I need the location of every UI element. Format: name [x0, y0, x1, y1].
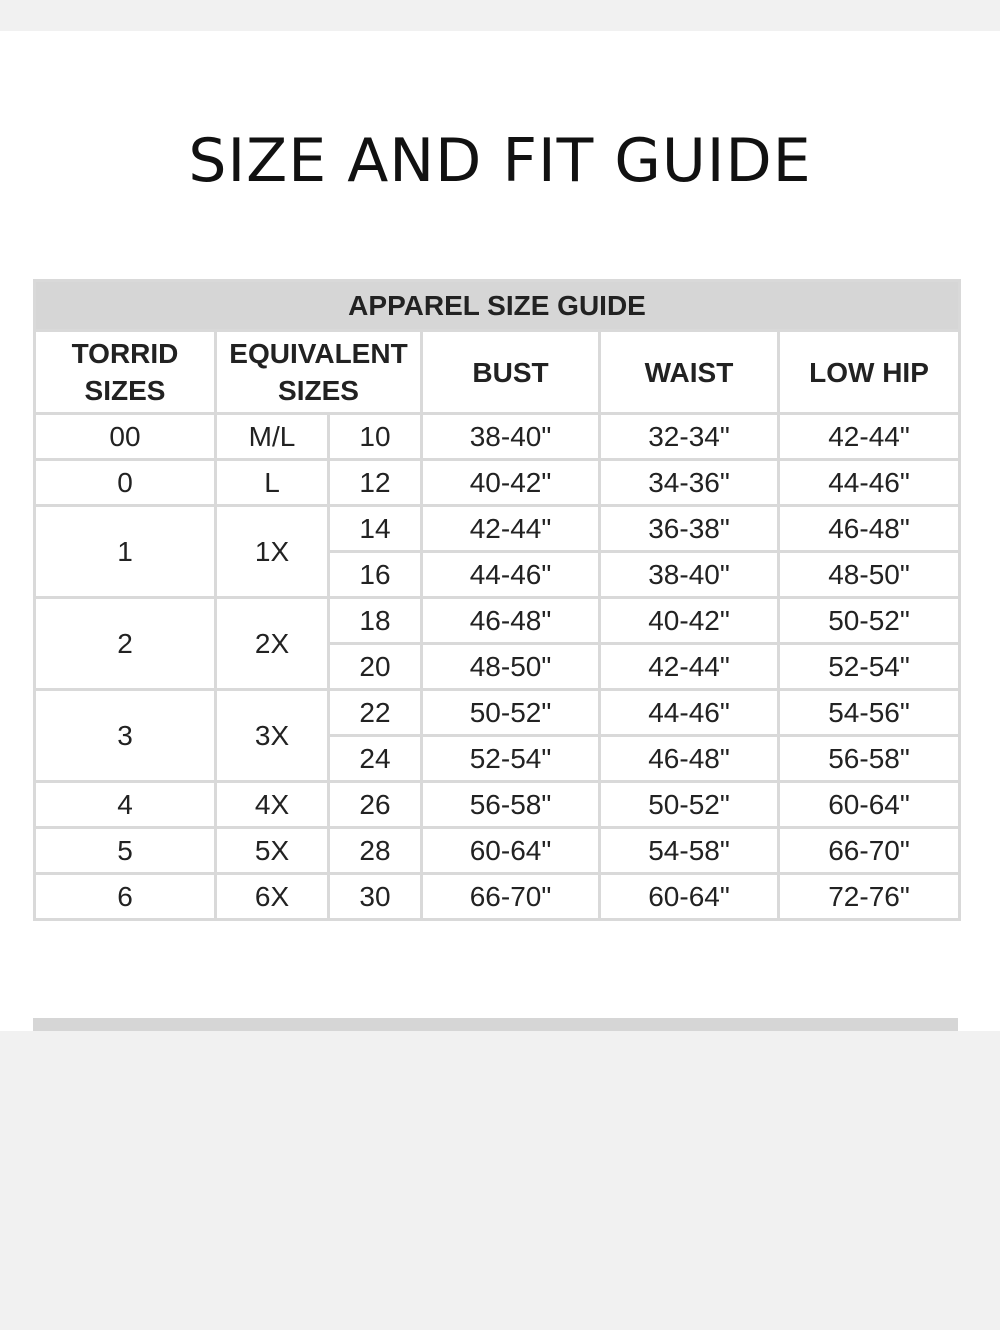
waist-cell: 40-42": [600, 598, 779, 644]
numeric-size-cell: 24: [329, 736, 422, 782]
waist-cell: 38-40": [600, 552, 779, 598]
hip-cell: 56-58": [779, 736, 960, 782]
table-row: [35, 460, 960, 506]
numeric-size-cell: 12: [329, 460, 422, 506]
numeric-size-cell: 14: [329, 506, 422, 552]
bust-cell: 44-46": [422, 552, 600, 598]
top-strip: [0, 0, 1000, 31]
numeric-size-cell: 30: [329, 874, 422, 920]
hip-cell: 72-76": [779, 874, 960, 920]
bust-cell: 40-42": [422, 460, 600, 506]
table-row: [35, 874, 960, 920]
header-bust: BUST: [422, 331, 600, 414]
torrid-size-cell: 00: [35, 414, 216, 460]
next-table-header-bar: [33, 1018, 958, 1031]
bust-cell: 60-64": [422, 828, 600, 874]
bust-cell: 66-70": [422, 874, 600, 920]
bust-cell: 46-48": [422, 598, 600, 644]
header-equivalent-sizes: EQUIVALENT SIZES: [216, 331, 422, 414]
table-row: [35, 828, 960, 874]
numeric-size-cell: 22: [329, 690, 422, 736]
torrid-size-cell: 2: [35, 598, 216, 690]
table-banner: APPAREL SIZE GUIDE: [35, 281, 960, 331]
hip-cell: 48-50": [779, 552, 960, 598]
hip-cell: 66-70": [779, 828, 960, 874]
waist-cell: 46-48": [600, 736, 779, 782]
bust-cell: 48-50": [422, 644, 600, 690]
letter-size-cell: 3X: [216, 690, 329, 782]
bust-cell: 52-54": [422, 736, 600, 782]
numeric-size-cell: 28: [329, 828, 422, 874]
waist-cell: 54-58": [600, 828, 779, 874]
letter-size-cell: 4X: [216, 782, 329, 828]
waist-cell: 34-36": [600, 460, 779, 506]
torrid-size-cell: 1: [35, 506, 216, 598]
hip-cell: 52-54": [779, 644, 960, 690]
numeric-size-cell: 18: [329, 598, 422, 644]
table-row: [35, 414, 960, 460]
torrid-size-cell: 6: [35, 874, 216, 920]
numeric-size-cell: 10: [329, 414, 422, 460]
numeric-size-cell: 16: [329, 552, 422, 598]
torrid-size-cell: 5: [35, 828, 216, 874]
table-row: [35, 506, 960, 552]
page-title: SIZE AND FIT GUIDE: [188, 126, 812, 196]
table-row: [35, 690, 960, 736]
letter-size-cell: 1X: [216, 506, 329, 598]
table-row: [35, 598, 960, 644]
table-row: [35, 782, 960, 828]
bust-cell: 42-44": [422, 506, 600, 552]
numeric-size-cell: 20: [329, 644, 422, 690]
letter-size-cell: M/L: [216, 414, 329, 460]
hip-cell: 44-46": [779, 460, 960, 506]
letter-size-cell: 5X: [216, 828, 329, 874]
hip-cell: 60-64": [779, 782, 960, 828]
waist-cell: 32-34": [600, 414, 779, 460]
hip-cell: 50-52": [779, 598, 960, 644]
hip-cell: 42-44": [779, 414, 960, 460]
waist-cell: 44-46": [600, 690, 779, 736]
letter-size-cell: 6X: [216, 874, 329, 920]
hip-cell: 46-48": [779, 506, 960, 552]
torrid-size-cell: 0: [35, 460, 216, 506]
waist-cell: 50-52": [600, 782, 779, 828]
letter-size-cell: 2X: [216, 598, 329, 690]
torrid-size-cell: 3: [35, 690, 216, 782]
bust-cell: 38-40": [422, 414, 600, 460]
hip-cell: 54-56": [779, 690, 960, 736]
waist-cell: 36-38": [600, 506, 779, 552]
header-torrid-sizes: TORRID SIZES: [35, 331, 216, 414]
letter-size-cell: L: [216, 460, 329, 506]
header-waist: WAIST: [600, 331, 779, 414]
waist-cell: 60-64": [600, 874, 779, 920]
bust-cell: 50-52": [422, 690, 600, 736]
bust-cell: 56-58": [422, 782, 600, 828]
numeric-size-cell: 26: [329, 782, 422, 828]
header-low-hip: LOW HIP: [779, 331, 960, 414]
waist-cell: 42-44": [600, 644, 779, 690]
torrid-size-cell: 4: [35, 782, 216, 828]
apparel-size-table: [33, 279, 961, 921]
